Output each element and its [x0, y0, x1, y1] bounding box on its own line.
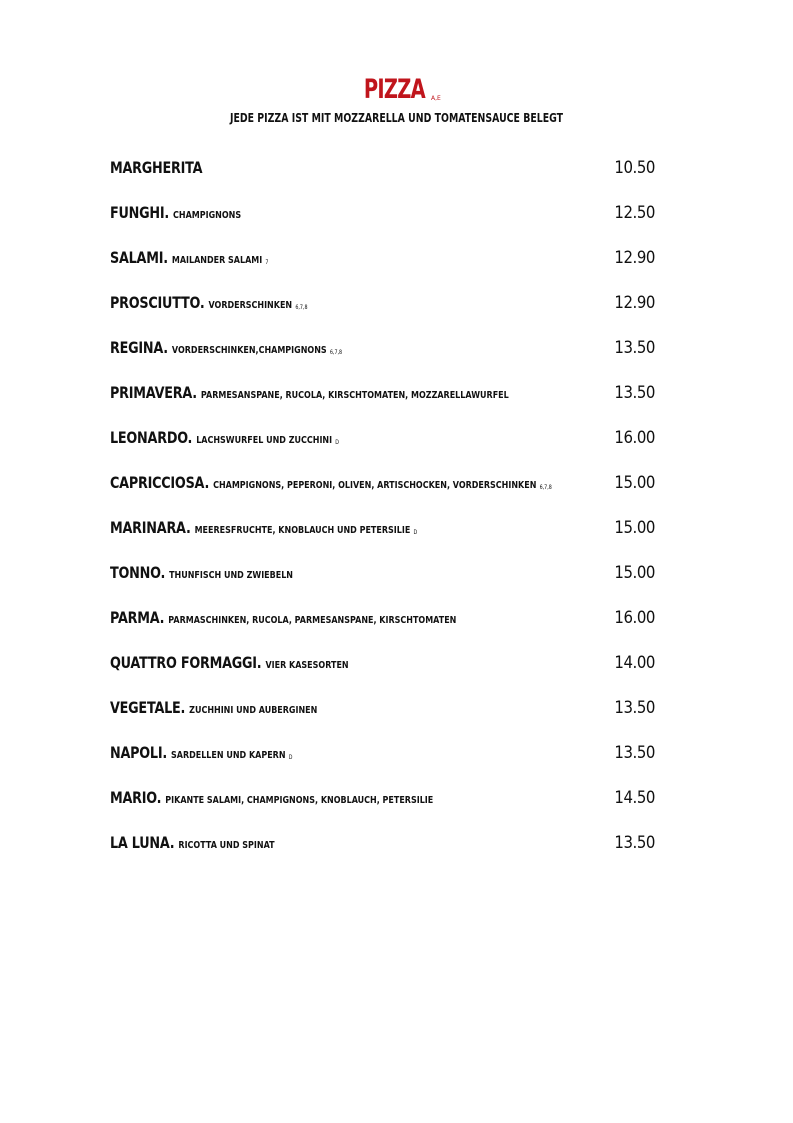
menu-item-name: LEONARDO.: [110, 428, 193, 447]
menu-item-description: LACHSWURFEL UND ZUCCHINI: [196, 435, 333, 446]
menu-item-price: 13.50: [614, 338, 655, 358]
menu-item-allergens: 6,7,8: [295, 304, 308, 311]
menu-item-price: 12.90: [614, 293, 655, 313]
menu-item-allergens: 6,7,8: [329, 349, 343, 356]
menu-item-name: LA LUNA.: [110, 833, 175, 852]
menu-header: [0, 74, 793, 125]
menu-item-description: ZUCHHINI UND AUBERGINEN: [189, 705, 318, 716]
menu-item-name: MARGHERITA: [110, 158, 203, 177]
section-subtitle: JEDE PIZZA IST MIT MOZZARELLA UND TOMATENSAUCE BELEGT: [229, 111, 564, 125]
menu-item: [110, 606, 655, 651]
menu-item-description: PARMESANSPANE, RUCOLA, KIRSCHTOMATEN, MOZZARELLAWURFEL: [200, 390, 509, 401]
menu-item-description: PARMASCHINKEN, RUCOLA, PARMESANSPANE, KIRSCHTOMATEN: [168, 615, 457, 626]
section-title: PIZZA: [364, 74, 426, 105]
menu-item-text: [110, 561, 546, 590]
menu-item-description: VORDERSCHINKEN: [208, 300, 293, 311]
menu-item-name: SALAMI.: [110, 248, 168, 267]
menu-item: [110, 381, 655, 426]
menu-item-name: QUATTRO FORMAGGI.: [110, 653, 262, 672]
menu-item-text: [110, 606, 546, 635]
menu-item-description: THUNFISCH UND ZWIEBELN: [169, 570, 293, 581]
menu-item: [110, 471, 655, 516]
menu-item: [110, 561, 655, 606]
menu-item-text: [110, 786, 546, 815]
menu-item-price: 16.00: [614, 428, 655, 448]
menu-item-description: MEERESFRUCHTE, KNOBLAUCH UND PETERSILIE: [194, 525, 411, 536]
menu-item-price: 10.50: [614, 158, 655, 178]
menu-item-allergens: 6,7,8: [539, 484, 552, 491]
menu-item-name: CAPRICCIOSA.: [110, 473, 210, 492]
menu-item-price: 13.50: [614, 383, 655, 403]
menu-item: [110, 426, 655, 471]
menu-item: [110, 741, 655, 786]
menu-item: [110, 696, 655, 741]
menu-item: [110, 336, 655, 381]
menu-item-text: [110, 336, 546, 365]
menu-item-price: 12.90: [614, 248, 655, 268]
section-title-row: [0, 74, 793, 105]
menu-item: [110, 516, 655, 561]
menu-item-price: 15.00: [614, 518, 655, 538]
menu-item-description: PIKANTE SALAMI, CHAMPIGNONS, KNOBLAUCH, PETERSILIE: [165, 795, 434, 806]
menu-item-text: [110, 471, 552, 500]
menu-item-price: 13.50: [614, 698, 655, 718]
menu-item-allergens: D: [288, 754, 293, 761]
menu-item: [110, 246, 655, 291]
menu-item: [110, 786, 655, 831]
menu-item-price: 14.00: [614, 653, 655, 673]
menu-item-description: CHAMPIGNONS, PEPERONI, OLIVEN, ARTISCHOCKEN, VORDERSCHINKEN: [213, 480, 537, 491]
menu-item-name: TONNO.: [110, 563, 166, 582]
section-title-allergens: A,E: [431, 95, 441, 102]
menu-item-price: 12.50: [614, 203, 655, 223]
menu-item-name: VEGETALE.: [110, 698, 186, 717]
menu-list: [110, 156, 655, 876]
menu-item-price: 16.00: [614, 608, 655, 628]
menu-item-text: [110, 831, 546, 860]
menu-item-text: [110, 246, 546, 275]
menu-item-allergens: D: [413, 529, 418, 536]
menu-item-name: PARMA.: [110, 608, 165, 627]
menu-item-description: SARDELLEN UND KAPERN: [170, 750, 286, 761]
menu-item-price: 15.00: [614, 473, 655, 493]
menu-item-text: [110, 651, 546, 680]
menu-item-allergens: 7: [265, 259, 269, 266]
menu-item-name: FUNGHI.: [110, 203, 170, 222]
menu-item-description: RICOTTA UND SPINAT: [178, 840, 275, 851]
menu-item-text: [110, 291, 546, 320]
menu-item-text: [110, 426, 546, 455]
menu-item: [110, 291, 655, 336]
menu-item-name: MARIO.: [110, 788, 162, 807]
menu-item-price: 13.50: [614, 743, 655, 763]
menu-item-name: NAPOLI.: [110, 743, 167, 762]
menu-item-name: PROSCIUTTO.: [110, 293, 205, 312]
menu-item-text: [110, 156, 546, 185]
menu-item-description: VIER KASESORTEN: [265, 660, 349, 671]
menu-item-price: 13.50: [614, 833, 655, 853]
menu-item-price: 14.50: [614, 788, 655, 808]
menu-item-text: [110, 696, 546, 725]
menu-item: [110, 156, 655, 201]
menu-item-text: [110, 741, 546, 770]
menu-item-text: [110, 201, 546, 230]
menu-item-description: MAILANDER SALAMI: [171, 255, 263, 266]
menu-item-allergens: D: [335, 439, 339, 446]
menu-item-name: PRIMAVERA.: [110, 383, 197, 402]
menu-item-description: CHAMPIGNONS: [173, 210, 242, 221]
menu-item: [110, 201, 655, 246]
menu-item-price: 15.00: [614, 563, 655, 583]
menu-item-text: [110, 381, 546, 410]
menu-item-name: MARINARA.: [110, 518, 191, 537]
menu-item-text: [110, 516, 546, 545]
menu-item-description: VORDERSCHINKEN,CHAMPIGNONS: [171, 345, 327, 356]
menu-item-name: REGINA.: [110, 338, 168, 357]
menu-item: [110, 651, 655, 696]
menu-item: [110, 831, 655, 876]
